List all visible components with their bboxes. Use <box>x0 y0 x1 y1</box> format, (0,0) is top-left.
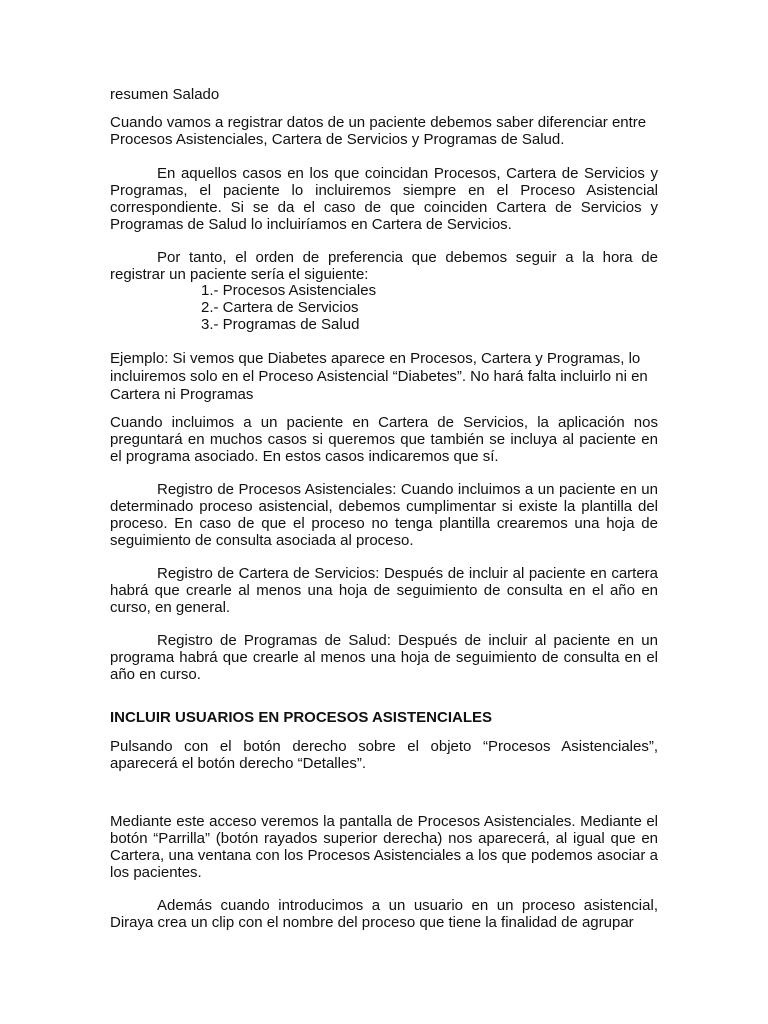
paragraph-intro: Cuando vamos a registrar datos de un paciente debemos saber diferenciar entre Procesos Asistenciales, Cartera de Servicios y Programas de Salud. <box>110 114 647 148</box>
section-heading: INCLUIR USUARIOS EN PROCESOS ASISTENCIALES <box>110 709 492 726</box>
paragraph-ademas: Además cuando introducimos a un usuario en un proceso asistencial, Diraya crea un clip con el nombre del proceso que tiene la finalidad de agrupar <box>110 897 658 931</box>
paragraph-coincidence: En aquellos casos en los que coincidan Procesos, Cartera de Servicios y Programas, el paciente lo incluiremos siempre en el Proceso Asistencial correspondiente. Si se da el caso de que coinciden Cartera de Servicios y Programas de Salud lo incluiríamos en Cartera de Servicios. <box>110 165 658 233</box>
paragraph-registro-programas: Registro de Programas de Salud: Después de incluir al paciente en un programa habrá que crearle al menos una hoja de seguimiento de consulta en el año en curso. <box>110 632 658 683</box>
list-item-3: 3.- Programas de Salud <box>201 316 360 333</box>
paragraph-cartera: Cuando incluimos a un paciente en Cartera de Servicios, la aplicación nos preguntará en muchos casos si queremos que también se incluya al paciente en el programa asociado. En estos casos indicaremos que sí. <box>110 414 658 465</box>
paragraph-mediante: Mediante este acceso veremos la pantalla de Procesos Asistenciales. Mediante el botón “Parrilla” (botón rayados superior derecha) nos aparecerá, al igual que en Cartera, una ventana con los Procesos Asistenciales a los que podemos asociar a los pacientes. <box>110 813 658 881</box>
list-item-2: 2.- Cartera de Servicios <box>201 299 359 316</box>
paragraph-example: Ejemplo: Si vemos que Diabetes aparece en Procesos, Cartera y Programas, lo incluiremos solo en el Proceso Asistencial “Diabetes”. No hará falta incluirlo ni en Cartera ni Programas <box>110 350 648 403</box>
list-item-1: 1.- Procesos Asistenciales <box>201 282 377 299</box>
paragraph-registro-cartera: Registro de Cartera de Servicios: Después de incluir al paciente en cartera habrá que crearle al menos una hoja de seguimiento de consulta en el año en curso, en general. <box>110 565 658 616</box>
doc-title: resumen Salado <box>110 86 220 103</box>
paragraph-order: Por tanto, el orden de preferencia que debemos seguir a la hora de registrar un paciente sería el siguiente: <box>110 249 658 283</box>
paragraph-registro-procesos: Registro de Procesos Asistenciales: Cuando incluimos a un paciente en un determinado proceso asistencial, debemos cumplimentar si existe la plantilla del proceso. En caso de que el proceso no tenga plantilla crearemos una hoja de seguimiento de consulta asociada al proceso. <box>110 481 658 549</box>
paragraph-pulsando: Pulsando con el botón derecho sobre el objeto “Procesos Asistenciales”, aparecerá el botón derecho “Detalles”. <box>110 738 658 772</box>
